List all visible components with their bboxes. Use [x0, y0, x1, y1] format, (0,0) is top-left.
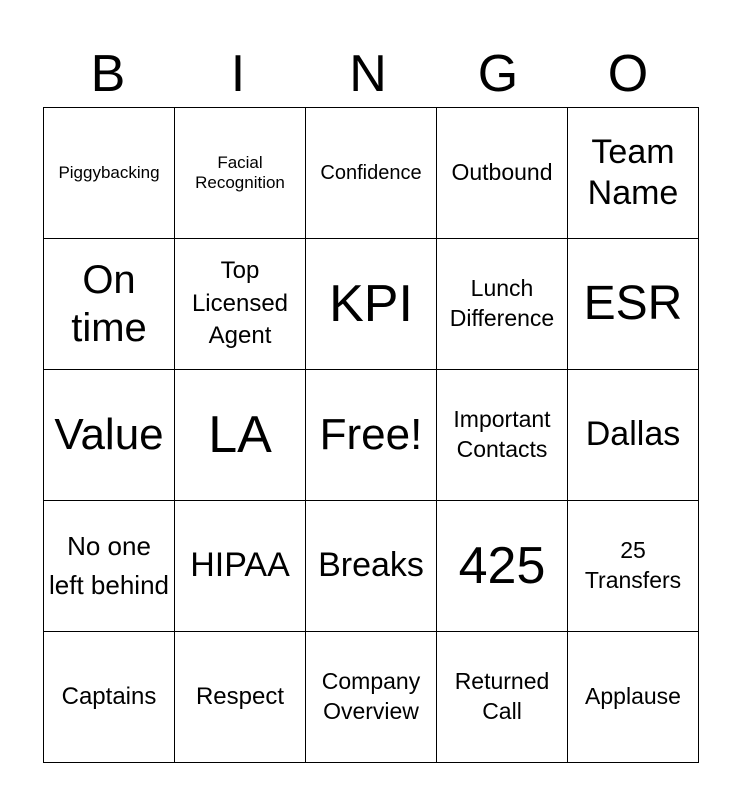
cell-text: Top Licensed Agent [191, 257, 289, 350]
cell-text: Applause [585, 683, 681, 710]
card-row [44, 632, 699, 763]
cell-text: HIPAA [190, 546, 290, 585]
bingo-cell [44, 239, 175, 370]
cell-text: Outbound [451, 159, 553, 186]
bingo-card [43, 107, 699, 763]
bingo-cell [306, 239, 437, 370]
bingo-cell [306, 501, 437, 632]
bingo-cell [437, 239, 568, 370]
free-space-text: Free! [319, 409, 423, 459]
cell-text: No one left behind [49, 531, 169, 600]
cell-text: Confidence [320, 162, 422, 184]
card-row [44, 370, 699, 501]
card-row [44, 239, 699, 370]
header-letter-n: N [349, 45, 387, 103]
cell-text: Important Contacts [453, 406, 551, 462]
cell-text: Respect [195, 682, 285, 710]
cell-text: On time [71, 258, 147, 350]
bingo-cell [568, 239, 699, 370]
cell-text: Company Overview [321, 668, 421, 724]
header-letter-b: B [90, 45, 126, 103]
header-letter-i: I [230, 45, 246, 103]
bingo-cell [44, 108, 175, 239]
cell-text: Value [54, 409, 164, 459]
cell-text: 425 [458, 536, 546, 595]
card-row [44, 108, 699, 239]
cell-text: Captains [61, 682, 157, 710]
bingo-cell [175, 239, 306, 370]
bingo-cell [437, 370, 568, 501]
cell-text: 25 Transfers [584, 537, 682, 593]
cell-text: ESR [583, 277, 683, 331]
cell-text: Dallas [585, 415, 681, 454]
cell-text: KPI [329, 274, 413, 333]
cell-text: Piggybacking [58, 162, 160, 182]
header-letter-g: G [477, 45, 519, 103]
bingo-cell [44, 632, 175, 763]
bingo-cell [568, 370, 699, 501]
header-letter-o: O [607, 45, 649, 103]
bingo-cell [175, 632, 306, 763]
card-row [44, 501, 699, 632]
bingo-cell [306, 632, 437, 763]
bingo-cell [175, 501, 306, 632]
bingo-cell [175, 108, 306, 239]
bingo-cell [568, 632, 699, 763]
cell-text: Breaks [318, 546, 424, 585]
cell-text: LA [208, 405, 272, 464]
bingo-cell [568, 108, 699, 239]
bingo-cell [568, 501, 699, 632]
bingo-cell [44, 501, 175, 632]
bingo-cell [437, 501, 568, 632]
bingo-cell [306, 108, 437, 239]
cell-text: Returned Call [454, 668, 550, 724]
bingo-header [43, 42, 693, 106]
cell-text: Lunch Difference [449, 275, 555, 331]
cell-text: Team Name [587, 132, 679, 212]
bingo-cell [175, 370, 306, 501]
bingo-cell [437, 108, 568, 239]
bingo-cell [44, 370, 175, 501]
cell-text: Facial Recognition [195, 152, 285, 192]
bingo-cell [437, 632, 568, 763]
free-space-cell [306, 370, 437, 501]
